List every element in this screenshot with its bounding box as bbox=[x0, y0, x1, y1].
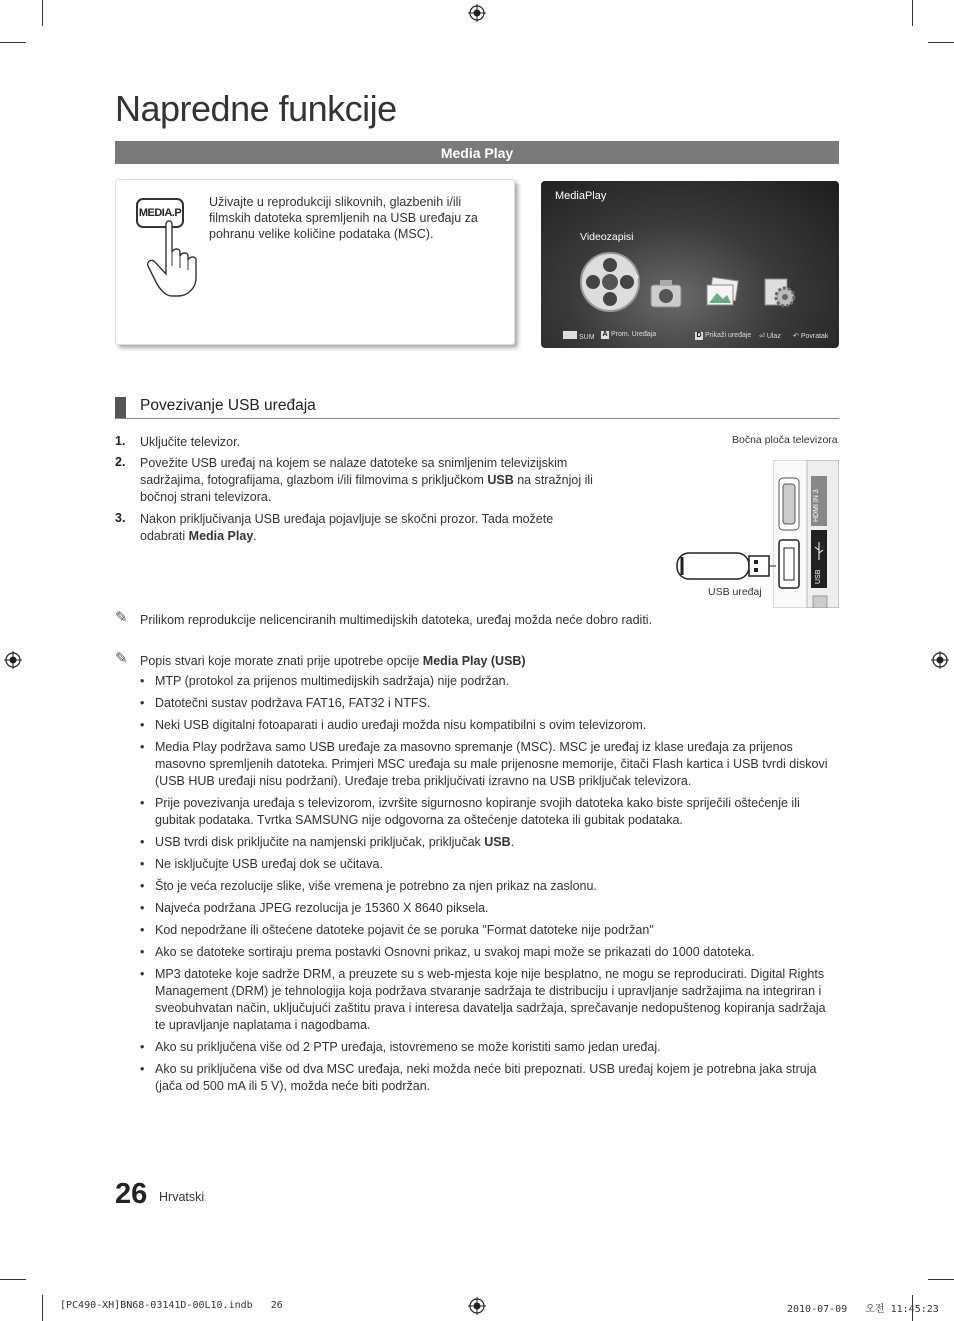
panel-caption: Bočna ploča televizora bbox=[732, 434, 838, 446]
list-item: • Neki USB digitalni fotoaparati i audio uređaji možda nisu kompatibilni s ovim televizorom. bbox=[140, 717, 830, 734]
crop-mark bbox=[42, 1295, 43, 1321]
screen-footer-change-device: A Prom. Uređaja bbox=[602, 331, 657, 338]
list-item: • Najveća podržana JPEG rezolucija je 15360 X 8640 piksela. bbox=[140, 900, 830, 917]
crop-mark bbox=[928, 1279, 954, 1280]
tv-side-panel-diagram bbox=[773, 460, 839, 608]
media-p-button-icon: MEDIA.P bbox=[136, 198, 184, 228]
step-text: Nakon priključivanja USB uređaja pojavljuje se skočni prozor. Tada možete odabrati Media Play. bbox=[140, 512, 554, 543]
list-item: • Datotečni sustav podržava FAT16, FAT32 i NTFS. bbox=[140, 695, 830, 712]
usb-key-icon bbox=[563, 331, 577, 339]
list-item: • Ako su priključena više od 2 PTP uređaja, istovremeno se može koristiti samo jedan uređaj. bbox=[140, 1039, 830, 1056]
list-item: • USB tvrdi disk priključite na namjenski priključak, priključak USB. bbox=[140, 834, 830, 851]
crop-mark bbox=[0, 42, 26, 43]
heading-marker bbox=[115, 397, 126, 418]
crop-mark bbox=[0, 1279, 26, 1280]
list-item: • MP3 datoteke koje sadrže DRM, a preuzete su s web-mjesta koje nije besplatno, ne mogu se reproducirati. Digital Rights Management (DRM) je tehnologija koja podržava stvaranje sadržaja te distribuciju i upravljanje sadržajima na integriran i sveobuhvatan način, uključujući zaštitu prava i interesa davatelja sadržaja, sprečavanje nedopuštenog kopiranja sadržaja te upravljanje naplatama i nagodbama. bbox=[140, 966, 830, 1034]
note-pencil-icon: ✎ bbox=[115, 609, 128, 626]
media-play-screenshot bbox=[541, 181, 839, 348]
list-item: • Ne isključujte USB uređaj dok se učitava. bbox=[140, 856, 830, 873]
list-item: • Media Play podržava samo USB uređaje za masovno spremanje (MSC). MSC je uređaj iz klase uređaja za prijenos masovno spremljenih datoteka. Primjeri MSC uređaja su male prijenosne memorije, čitači Flash kartica i USB tvrdi diskovi (USB HUB uređaji nisu podržani). Uređaje treba priključivati izravno na USB priključak televizora. bbox=[140, 739, 830, 790]
camera-icon bbox=[649, 277, 683, 309]
print-date: 2010-07-09 오전 11:45:23 bbox=[787, 1304, 939, 1315]
print-file-info: [PC490-XH]BN68-03141D-00L10.indb 26 bbox=[60, 1300, 283, 1311]
list-item: • MTP (protokol za prijenos multimedijskih sadržaja) nije podržan. bbox=[140, 673, 830, 690]
page-number: 26 bbox=[115, 1178, 148, 1210]
step-number: 1. bbox=[115, 434, 126, 448]
next-arrow-icon: › bbox=[635, 269, 639, 283]
screen-footer-back: ↶ Povratak bbox=[793, 333, 829, 340]
note-text: Popis stvari koje morate znati prije upotrebe opcije Media Play (USB) bbox=[140, 654, 526, 668]
list-item: • Ako su priključena više od dva MSC uređaja, neki možda neće biti prepoznati. USB uređaj kojem je potrebna jaka struja (jača od 500 mA ili 5 V), možda neće biti podržan. bbox=[140, 1061, 830, 1095]
section-header: Media Play bbox=[115, 141, 839, 164]
settings-gear-icon bbox=[763, 275, 797, 309]
list-item: • Ako se datoteke sortiraju prema postavki Osnovni prikaz, u svakoj mapi može se prikazati do 1000 datoteka. bbox=[140, 944, 830, 961]
video-reel-icon bbox=[579, 251, 641, 313]
page-title: Napredne funkcije bbox=[115, 88, 397, 129]
step-text: Povežite USB uređaj na kojem se nalaze datoteke sa snimljenim televizijskim sadržajima, fotografijama, glazbom i/ili filmovima s priključkom USB na stražnjoj ili bočnoj strani televizora. bbox=[140, 456, 593, 504]
note-pencil-icon: ✎ bbox=[115, 650, 128, 667]
registration-mark-icon bbox=[468, 4, 486, 22]
page-language: Hrvatski bbox=[159, 1190, 205, 1204]
subsection-heading: Povezivanje USB uređaja bbox=[140, 397, 316, 414]
hdmi-port-label: HDMI IN 3 bbox=[813, 489, 820, 522]
usb-stick-icon bbox=[676, 551, 776, 581]
intro-text: Uživajte u reprodukciji slikovnih, glazbenih i/ili filmskih datoteka spremljenih na USB uređaju za pohranu velike količine podataka (MSC). bbox=[209, 195, 478, 241]
step-text: Uključite televizor. bbox=[140, 435, 241, 449]
registration-mark-icon bbox=[4, 651, 22, 669]
step-number: 2. bbox=[115, 455, 126, 469]
crop-mark bbox=[912, 0, 913, 26]
registration-mark-icon bbox=[468, 1297, 486, 1315]
intro-box bbox=[115, 179, 515, 345]
usb-port-label: USB bbox=[815, 569, 822, 584]
step-number: 3. bbox=[115, 511, 126, 525]
screen-selected-label: Videozapisi bbox=[580, 231, 634, 243]
screen-footer-sum: SUM bbox=[563, 331, 595, 341]
list-item: • Što je veća rezolucije slike, više vremena je potrebno za njen prikaz na zaslonu. bbox=[140, 878, 830, 895]
screen-footer-enter: ⏎ Ulaz bbox=[759, 333, 781, 340]
hand-press-icon bbox=[144, 220, 204, 298]
return-icon: ↶ bbox=[793, 333, 801, 340]
divider bbox=[115, 418, 839, 419]
requirements-list bbox=[140, 673, 830, 1100]
list-item: • Prije povezivanja uređaja s televizorom, izvršite sigurnosno kopiranje svojih datoteka kako biste spriječili oštećenje ili gubitak podataka. Tvrtka SAMSUNG nije odgovorna za oštećenje datoteka ili gubitak podataka. bbox=[140, 795, 830, 829]
enter-icon: ⏎ bbox=[759, 333, 767, 340]
photos-icon bbox=[705, 277, 741, 309]
note-text: Prilikom reprodukcije nelicenciranih multimedijskih datoteka, uređaj možda neće dobro raditi. bbox=[140, 613, 653, 627]
screen-footer-show-devices: D Prikaži uređaje bbox=[696, 332, 752, 339]
list-item: • Kod nepodržane ili oštećene datoteke pojavit će se poruka "Format datoteke nije podržan" bbox=[140, 922, 830, 939]
usb-device-caption: USB uređaj bbox=[708, 586, 762, 598]
crop-mark bbox=[928, 42, 954, 43]
screen-title: MediaPlay bbox=[555, 190, 607, 202]
usb-symbol-icon bbox=[814, 542, 824, 560]
registration-mark-icon bbox=[931, 651, 949, 669]
crop-mark bbox=[42, 0, 43, 26]
